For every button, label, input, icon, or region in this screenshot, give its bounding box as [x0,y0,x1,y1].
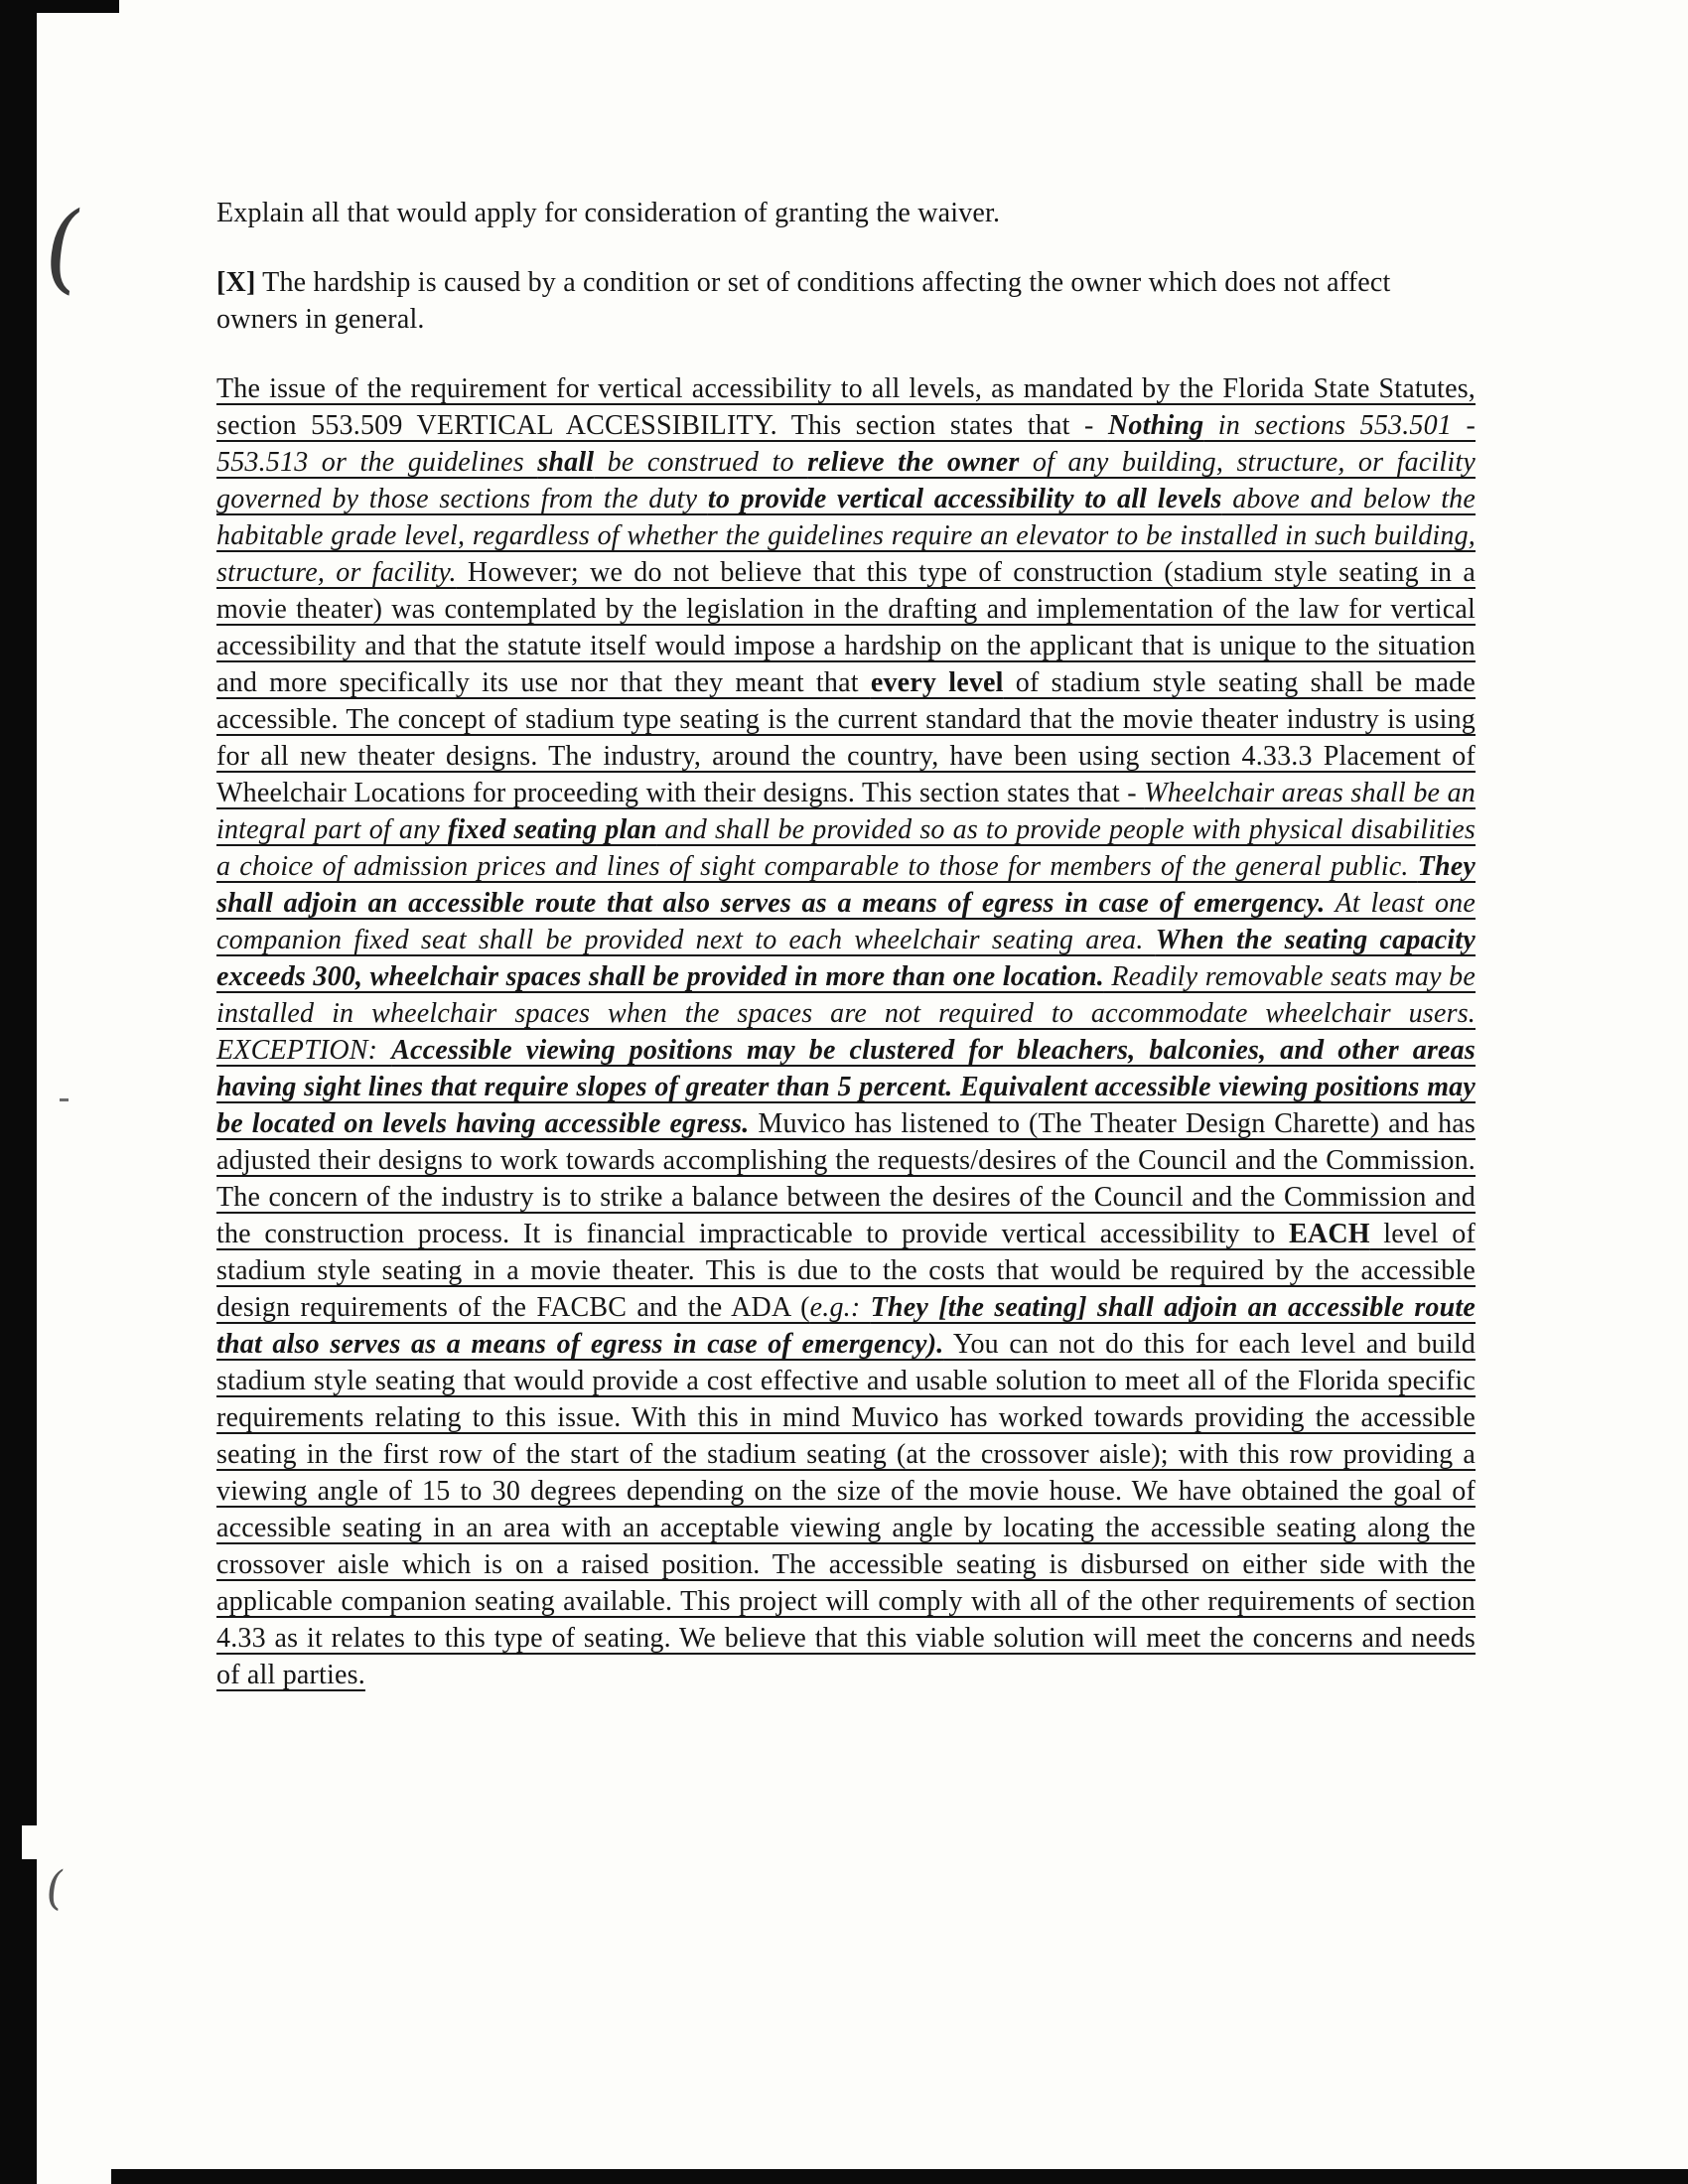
text-segment: However; we do not believe that this type of construction (stadium style seating in a movie theater) was contemplated by the legislation in the drafting and implementation of the law for vertical accessibility and that the statute itself would impose a hardship on the applicant that is unique to the situation and more specifically its use nor that they meant that [216,557,1476,698]
text-segment: of any building, structure, or facility governed by those sections from the duty [216,447,1476,514]
text-segment: every level [870,667,1004,698]
handwritten-paren-mark-top: ( [40,191,85,306]
document-content [216,195,1476,1726]
text-segment: EACH [1289,1219,1370,1249]
scan-artifact-top-bar [34,0,119,13]
text-segment: e.g.: [809,1292,871,1323]
text-segment: Wheelchair areas shall be an integral part of any [216,778,1476,845]
handwritten-paren-mark-bottom: ( [44,1860,66,1916]
text-segment: in sections 553.501 - 553.513 or the guidelines [216,410,1476,478]
text-segment: and shall be provided so as to provide people with physical disabilities a choice of admission prices and lines of sight comparable to those for members of the general public. [216,814,1476,882]
text-segment: They [the seating] shall adjoin an accessible route that also serves as a means of egress in case of emergency). [216,1292,1477,1360]
text-segment: Readily removable seats may be installed in wheelchair spaces when the spaces are not required to accommodate wheelchair users. EXCEPTION: [216,961,1476,1066]
text-segment: Muvico has listened to (The Theater Design Charette) and has adjusted their designs to work towards accomplishing the requests/desires of the Council and the Commission. The concern of the industry is to strike a balance between the desires of the Council and the Commission and the construction process. It is financial impracticable to provide vertical accessibility to [216,1108,1476,1249]
text-segment: When the seating capacity exceeds 300, wheelchair spaces shall be provided in more than one location. [216,925,1476,992]
text-segment: above and below the habitable grade level, regardless of whether the guidelines require an elevator to be installed in such building, structure, or facility. [216,484,1476,588]
text-segment: be construed to [594,447,808,478]
paragraph-intro [216,195,1476,231]
scan-artifact-notch [22,1825,37,1859]
text-segment: to provide vertical accessibility to all levels [707,484,1222,514]
text-segment: Nothing [1107,410,1204,441]
scan-speck [60,1098,69,1101]
text-segment: fixed seating plan [447,814,657,845]
text-segment: shall [537,447,595,478]
text-segment: of stadium style seating shall be made accessible. The concept of stadium type seating is the current standard that the movie theater industry is using for all new theater designs. The industry, around the country, have been using section 4.33.3 Placement of Wheelchair Locations for proceeding with their designs. This section states that - [216,667,1476,808]
text-segment: level of stadium style seating in a movie theater. This is due to the costs that would be required by the accessible design requirements of the FACBC and the ADA ( [216,1219,1476,1323]
text-segment: They shall adjoin an accessible route that also serves as a means of egress in case of emergency. [216,851,1476,919]
text-segment: [X] [216,267,256,298]
text-segment: relieve the owner [807,447,1020,478]
text-segment: The hardship is caused by a condition or set of conditions affecting the owner which does not affect owners in general. [216,267,1391,335]
scan-artifact-bottom-bar [111,2169,1688,2184]
text-segment: At least one companion fixed seat shall be provided next to each wheelchair seating area. [216,888,1476,955]
text-segment: The issue of the requirement for vertical accessibility to all levels, as mandated by the Florida State Statutes, section 553.509 VERTICAL ACCESSIBILITY. This section states that - [216,373,1476,441]
paragraph-hardship-checkbox [216,264,1476,338]
text-segment: You can not do this for each level and build stadium style seating that would provide a cost effective and usable solution to meet all of the Florida specific requirements relating to this issue. With this in mind Muvico has worked towards providing the accessible seating in the first row of the start of the stadium seating (at the crossover aisle); with this row providing a viewing angle of 15 to 30 degrees depending on the size of the movie house. We have obtained the goal of accessible seating in an area with an acceptable viewing angle by locating the accessible seating along the crossover aisle which is on a raised position. The accessible seating is disbursed on either side with the applicable companion seating available. This project will comply with all of the other requirements of section 4.33 as it relates to this type of seating. We believe that this viable solution will meet the concerns and needs of all parties. [216,1329,1476,1690]
text-segment: Explain all that would apply for consideration of granting the waiver. [216,198,1001,228]
paragraph-waiver-justification [216,370,1476,1693]
text-segment: Accessible viewing positions may be clustered for bleachers, balconies, and other areas having sight lines that require slopes of greater than 5 percent. Equivalent accessible viewing positions may be located on levels having accessible egress. [216,1035,1476,1139]
